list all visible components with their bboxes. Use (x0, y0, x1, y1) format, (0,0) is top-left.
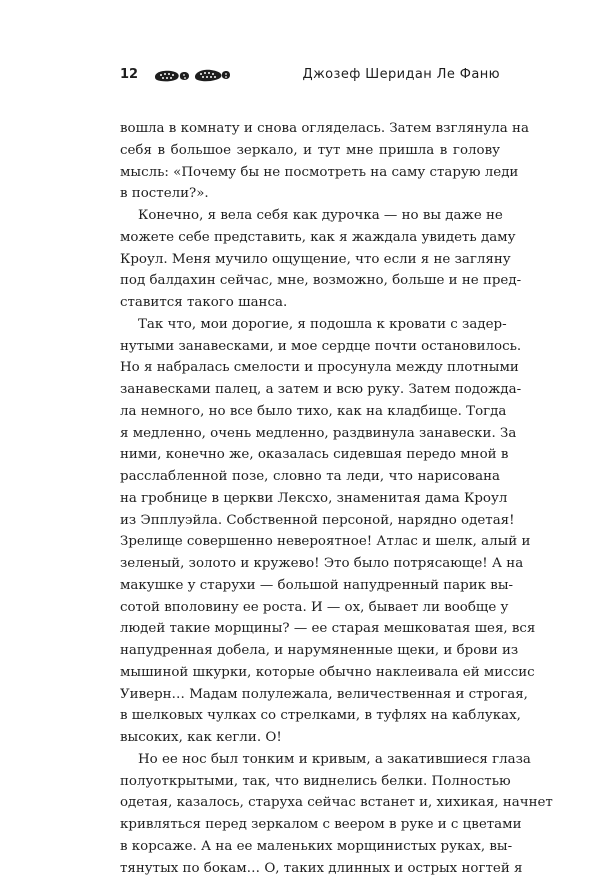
text-line: одетая, казалось, старуха сейчас встанет и, хихикая, начнет (120, 792, 500, 814)
page-number: 12 (120, 66, 138, 84)
text-line: Но ее нос был тонким и кривым, а закатившиеся глаза (120, 749, 500, 771)
text-line: расслабленной позе, словно та леди, что нарисована (120, 466, 500, 488)
footprints-icon (153, 67, 231, 87)
text-line: мысль: «Почему бы не посмотреть на саму старую леди (120, 162, 500, 184)
text-line: макушке у старухи — большой напудренный парик вы- (120, 575, 500, 597)
text-line: я медленно, очень медленно, раздвинула занавески. За (120, 423, 500, 445)
body-text (120, 118, 500, 879)
text-line: в корсаже. А на ее маленьких морщинистых руках, вы- (120, 836, 500, 858)
text-line: занавесками палец, а затем и всю руку. Затем подожда- (120, 379, 500, 401)
text-line: полуоткрытыми, так, что виднелись белки. Полностью (120, 771, 500, 793)
text-line: Так что, мои дорогие, я подошла к кровати с задер- (120, 314, 500, 336)
text-line: мышиной шкурки, которые обычно наклеивала ей миссис (120, 662, 500, 684)
text-line: Кроул. Меня мучило ощущение, что если я не загляну (120, 249, 500, 271)
text-line: напудренная добела, и нарумяненные щеки, и брови из (120, 640, 500, 662)
text-line: нутыми занавесками, и мое сердце почти остановилось. (120, 336, 500, 358)
text-line: ними, конечно же, оказалась сидевшая передо мной в (120, 444, 500, 466)
text-line: в постели?». (120, 183, 500, 205)
text-line: в шелковых чулках со стрелками, в туфлях на каблуках, (120, 705, 500, 727)
text-line: себя в большое зеркало, и тут мне пришла в голову (120, 140, 500, 162)
text-line: тянутых по бокам… О, таких длинных и острых ногтей я (120, 858, 500, 879)
text-line: Но я набралась смелости и просунула между плотными (120, 357, 500, 379)
running-head-author: Джозеф Шеридан Ле Фаню (303, 66, 500, 84)
page-header (120, 66, 500, 86)
text-line: Уиверн… Мадам полулежала, величественная и строгая, (120, 684, 500, 706)
text-line: ла немного, но все было тихо, как на кладбище. Тогда (120, 401, 500, 423)
text-line: сотой вполовину ее роста. И — ох, бывает ли вообще у (120, 597, 500, 619)
text-line: на гробнице в церкви Лексхо, знаменитая дама Кроул (120, 488, 500, 510)
text-line: людей такие морщины? — ее старая мешковатая шея, вся (120, 618, 500, 640)
text-line: можете себе представить, как я жаждала увидеть даму (120, 227, 500, 249)
text-line: из Эпплуэйла. Собственной персоной, нарядно одетая! (120, 510, 500, 532)
text-line: кривляться перед зеркалом с веером в руке и с цветами (120, 814, 500, 836)
text-line: зеленый, золото и кружево! Это было потрясающе! А на (120, 553, 500, 575)
text-line: высоких, как кегли. О! (120, 727, 500, 749)
text-line: Конечно, я вела себя как дурочка — но вы даже не (120, 205, 500, 227)
text-line: вошла в комнату и снова огляделась. Затем взглянула на (120, 118, 500, 140)
text-line: ставится такого шанса. (120, 292, 500, 314)
text-line: Зрелище совершенно невероятное! Атлас и шелк, алый и (120, 531, 500, 553)
text-line: под балдахин сейчас, мне, возможно, больше и не пред- (120, 270, 500, 292)
